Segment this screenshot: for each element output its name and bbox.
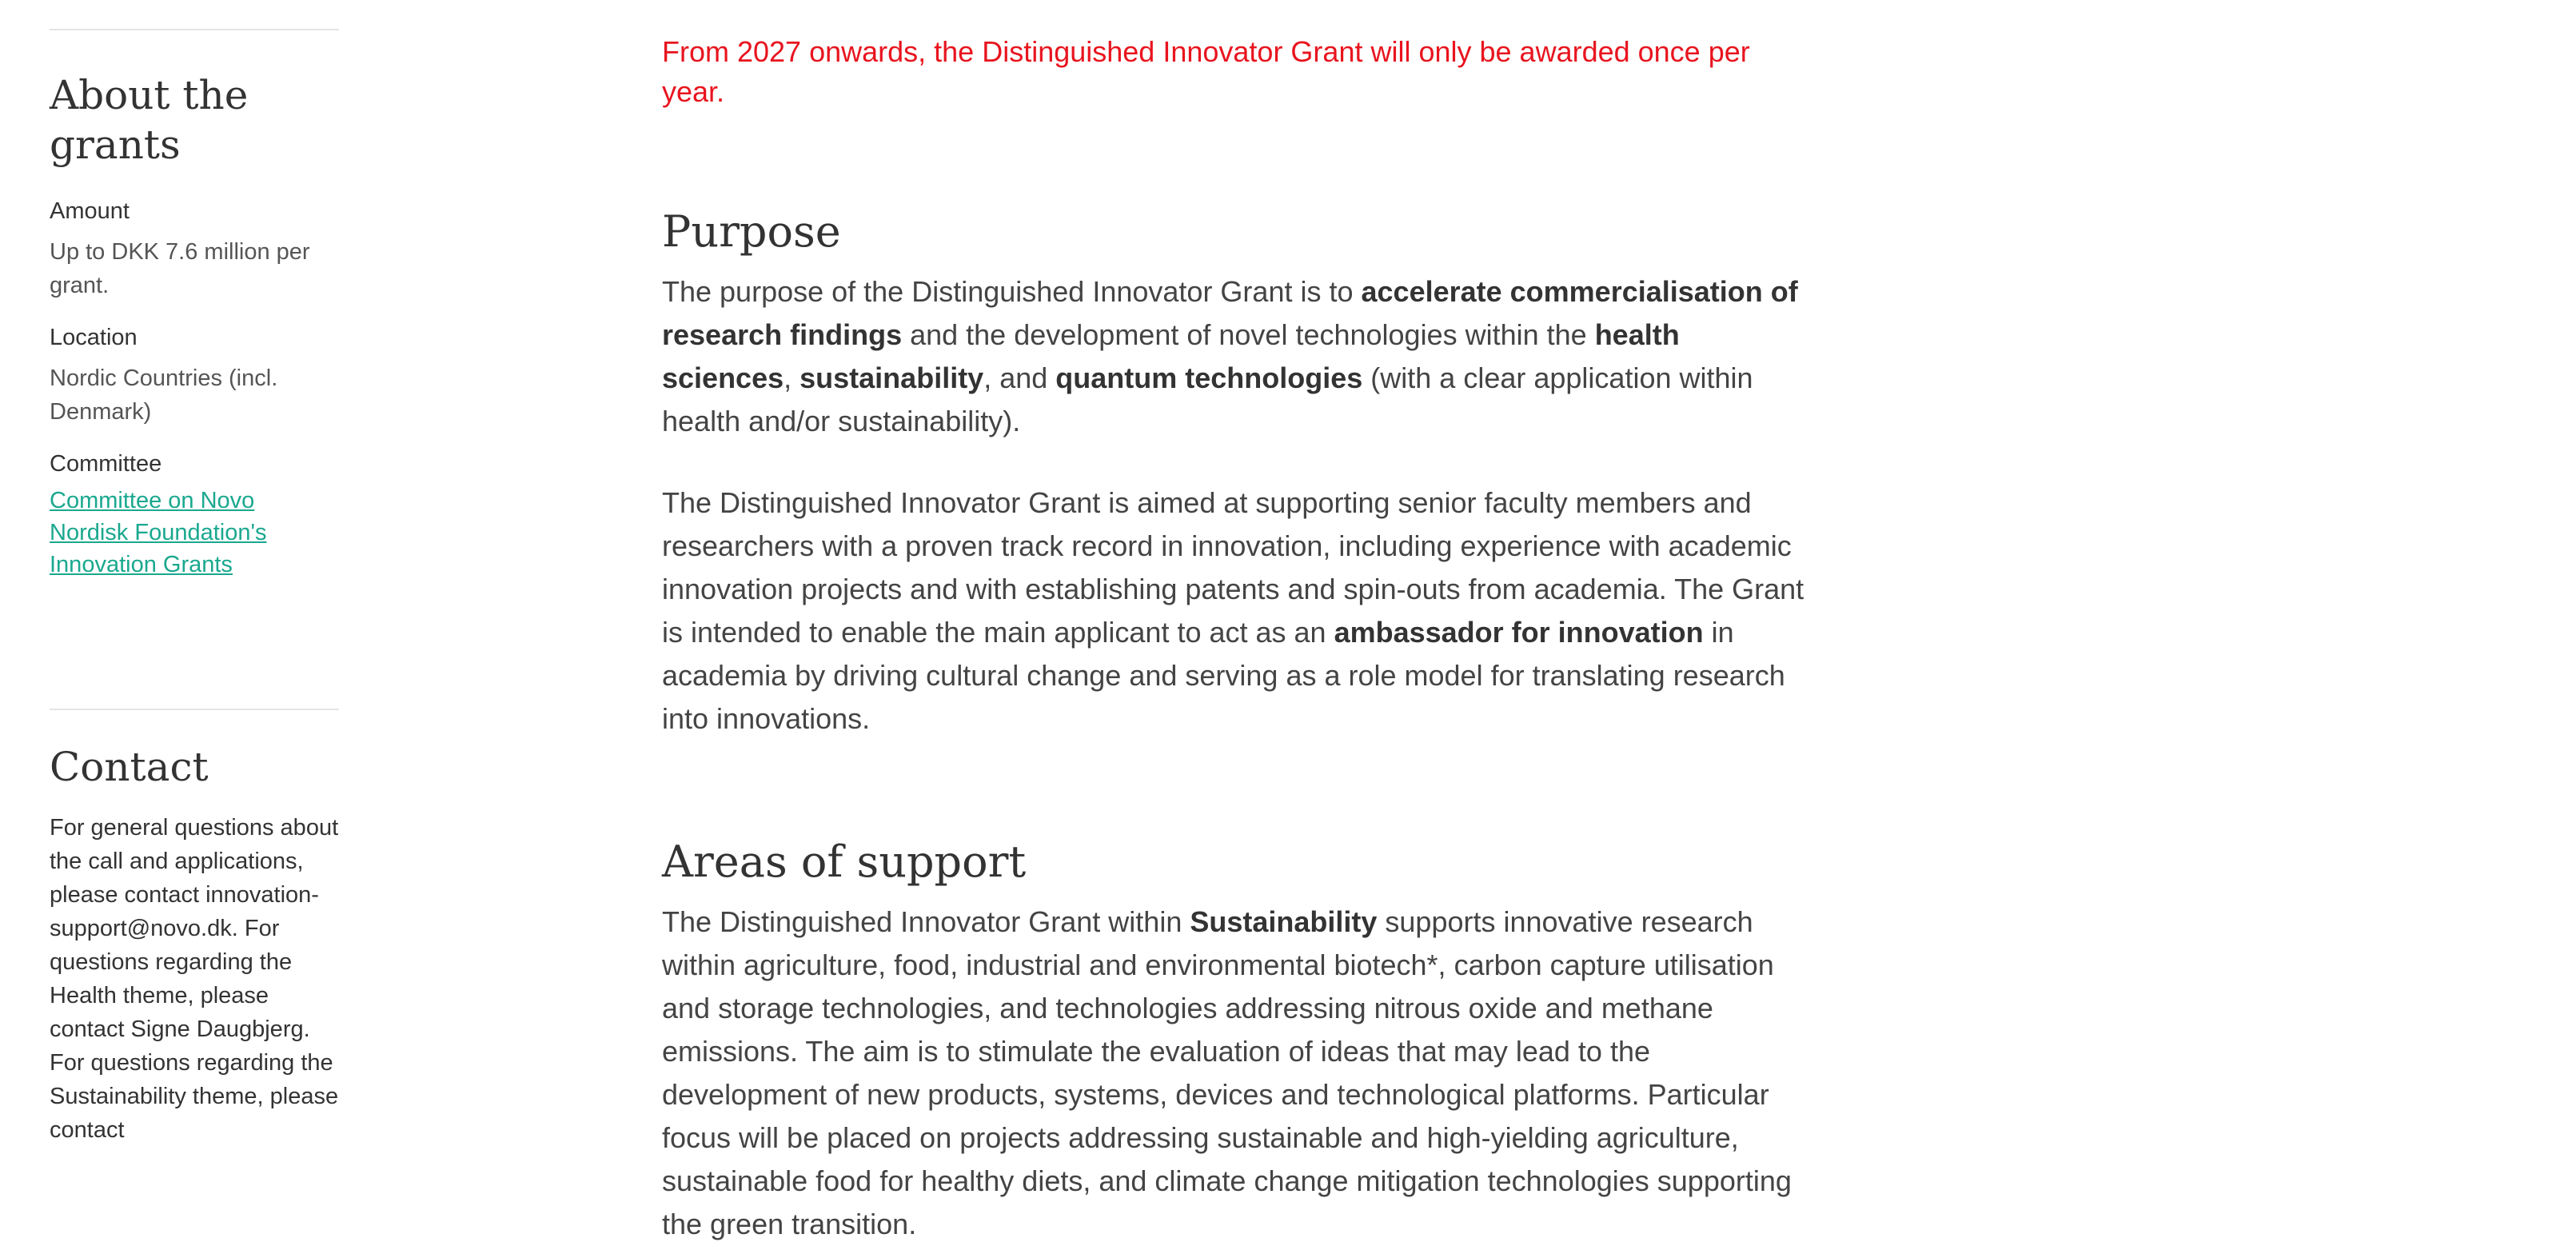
text-run: , [784, 361, 800, 394]
location-label: Location [50, 325, 138, 350]
text-run: in academia by driving cultural change and serving as a role model for translating research into innovations. [662, 616, 1785, 735]
bold-run: accelerate commercialisation of research findings [662, 275, 1798, 351]
contact-text: For general questions about the call and applications, please contact innovation-support@novo.dk. For questions regarding the Health theme, please contact Signe Daugbjerg. For questions regarding the Sustainability theme, please contact [50, 815, 339, 1143]
bold-run: sustainability [800, 361, 984, 394]
amount-label: Amount [50, 198, 130, 224]
purpose-paragraph-2 [662, 481, 1813, 741]
areas-of-support-heading: Areas of support [662, 837, 1027, 887]
contact-heading: Contact [50, 744, 209, 790]
sidebar-divider [50, 29, 339, 30]
text-run: , and [983, 361, 1056, 394]
text-run: The Distinguished Innovator Grant is aimed at supporting senior faculty members and researchers with a proven track record in innovation, including experience with academic innovation projects and with establishing patents and spin-outs from academia. The Grant is intended to enable the main applicant to act as an [662, 486, 1804, 649]
bold-run: Sustainability [1190, 905, 1378, 938]
text-run: The purpose of the Distinguished Innovator Grant is to [662, 275, 1362, 308]
bold-run: health sciences [662, 318, 1680, 394]
amount-value: Up to DKK 7.6 million per grant. [50, 239, 310, 298]
text-run: supports innovative research within agriculture, food, industrial and environmental biotech*, carbon capture utilisation and storage technologies, and technologies addressing nitrous oxide and methane emissions. The aim is to stimulate the evaluation of ideas that may lead to the development of new products, systems, devices and technological platforms. Particular focus will be placed on projects addressing sustainable and high-yielding agriculture, sustainable food for healthy diets, and climate change mitigation technologies supporting the green transition. [662, 905, 1792, 1240]
about-grants-heading: About the grants [50, 72, 249, 168]
award-notice: From 2027 onwards, the Distinguished Innovator Grant will only be awarded once per year. [662, 35, 1750, 108]
contact-divider [50, 709, 339, 710]
text-run: The Distinguished Innovator Grant within [662, 905, 1190, 938]
sidebar [50, 0, 339, 1147]
purpose-heading: Purpose [662, 206, 841, 257]
location-value: Nordic Countries (incl. Denmark) [50, 365, 278, 425]
bold-run: ambassador for innovation [1334, 616, 1704, 649]
areas-paragraph-1 [662, 901, 1813, 1246]
main-content [662, 0, 1813, 1246]
text-run: (with a clear application within health and/or sustainability). [662, 361, 1753, 437]
committee-label: Committee [50, 451, 162, 477]
text-run: and the development of novel technologies within the [902, 318, 1595, 351]
committee-link[interactable]: Committee on Novo Nordisk Foundation's Innovation Grants [50, 488, 267, 577]
purpose-paragraph-1 [662, 270, 1813, 443]
bold-run: quantum technologies [1055, 361, 1363, 394]
